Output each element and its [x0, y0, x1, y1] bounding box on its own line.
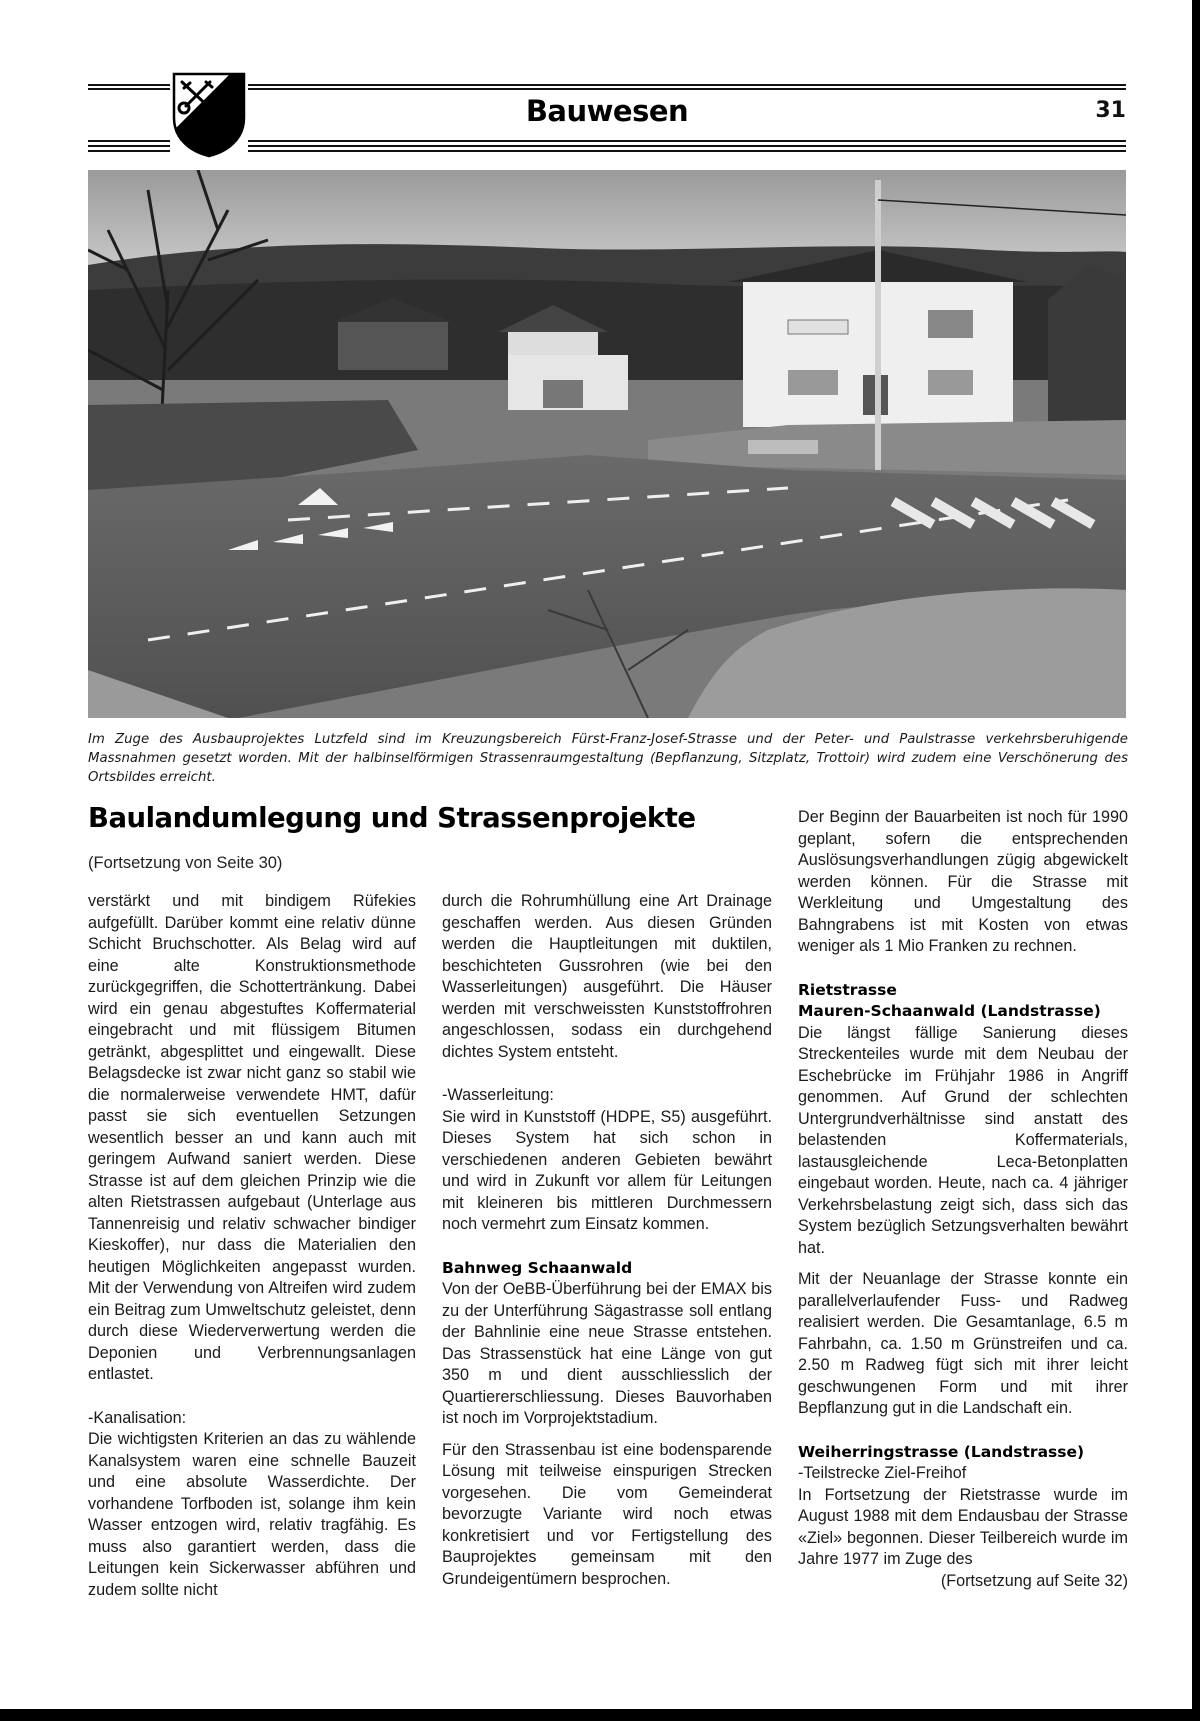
- paragraph: Die längst fällige Sanierung dieses Streckenteiles wurde mit dem Neubau der Eschebrücke im Frühjahr 1986 in Angriff genommen. Auf Grund der schlechten Untergrundverhältnisse sind anstatt des belastenden Koffermaterials, lastausgleichende Leca-Betonplatten eingebaut worden. Heute, nach ca. 4 jähriger Verkehrsbelastung zeigt sich, dass sich das System bezüglich Setzungsverhalten bewährt hat.: [798, 1023, 1128, 1257]
- paragraph: Mit der Neuanlage der Strasse konnte ein parallelverlaufender Fuss- und Radweg realisiert werden. Die Gesamtanlage, 6.5 m Fahrbahn, ca. 1.50 m Grünstreifen und ca. 2.50 m Radweg fügt sich mit ihrer leicht geschwungenen Form und mit ihrer Bepflanzung gut in die Landschaft ein.: [798, 1270, 1128, 1417]
- subsection-heading: Rietstrasse: [798, 980, 897, 999]
- subsection-label: -Teilstrecke Ziel-Freihof: [798, 1464, 967, 1482]
- text-column-1: [88, 891, 416, 1601]
- continued-note: (Fortsetzung auf Seite 32): [940, 1571, 1128, 1590]
- paragraph: In Fortsetzung der Rietstrasse wurde im August 1988 mit dem Endausbau der Strasse «Ziel» begonnen. Dieser Teilbereich wurde im Jahre 1977 im Zuge des: [798, 1485, 1128, 1568]
- photo-caption: Im Zuge des Ausbauprojektes Lutzfeld sind im Kreuzungsbereich Fürst-Franz-Josef-Strasse und der Peter- und Paulstrasse verkehrsberuhigende Massnahmen gesetzt worden. Mit der halbinselförmigen Strassenraumgestaltung (Bepflanzung, Sitzplatz, Trottoir) wird zudem eine Verschönerung des Ortsbildes erreicht.: [88, 732, 1128, 785]
- subsection-label: -Wasserleitung:: [442, 1086, 554, 1104]
- page-edge: [0, 1709, 1200, 1721]
- page-header: [88, 70, 1126, 158]
- paragraph: durch die Rohrumhüllung eine Art Drainage geschaffen werden. Aus diesen Gründen werden die Hauptleitungen mit duktilen, beschichteten Gussrohren (wie bei den Wasserleitungen) ausgeführt. Die Häuser werden mit verschweissten Kunststoffrohren angeschlossen, sodass ein durchgehend dichtes System entsteht.: [442, 892, 772, 1061]
- municipal-coat-of-arms-icon: [170, 70, 248, 158]
- page-number: 31: [1087, 98, 1126, 123]
- page-edge: [1192, 0, 1200, 1721]
- text-column-3: [798, 807, 1128, 1592]
- subsection-label: -Kanalisation:: [88, 1408, 187, 1427]
- paragraph: Der Beginn der Bauarbeiten ist noch für 1990 geplant, sofern die entsprechenden Auslösungsverhandlungen zügig abgewickelt werden können. Für die Strasse mit Werkleitung und Umgestaltung des Bahngrabens ist mit Kosten von etwas weniger als 1 Mio Franken zu rechnen.: [798, 808, 1128, 955]
- paragraph: verstärkt und mit bindigem Rüfekies aufgefüllt. Darüber kommt eine relativ dünne Schicht Bruchschotter. Als Belag wird auf eine alte Konstruktionsmethode zurückgegriffen, die Schottertränkung. Dabei wird ein genau abgestuftes Koffermaterial eingebracht und mit flüssigem Bitumen getränkt, abgesplittet und eingewallt. Diese Belagsdecke ist zwar nicht ganz so stabil wie die normalerweise verwendete HMT, dafür passt sie sich eventuellen Setzungen wesentlich besser an und kann auch mit geringem Aufwand saniert werden. Diese Strasse ist auf dem gleichen Prinzip wie die alten Rietstrassen aufgebaut (Unterlage aus Tannenreisig und relativ schwacher bindiger Kieskoffer), nur dass die Materialien den heutigen Möglichkeiten angepasst wurden. Mit der Verwendung von Altreifen wird zudem ein Beitrag zum Umweltschutz geleistet, denn durch diese Wiederverwertung werden die Deponien und Verbrennungsanlagen entlastet.: [88, 892, 416, 1383]
- section-title: Bauwesen: [507, 94, 707, 128]
- paragraph: Von der OeBB-Überführung bei der EMAX bis zu der Unterführung Sägastrasse soll entlang der Bahnlinie eine neue Strasse entstehen. Das Strassenstück hat eine Länge von gut 350 m und dient ausschliesslich der Quartiererschliessung. Dieses Bauvorhaben ist noch im Vorprojektstadium.: [442, 1280, 772, 1427]
- subsection-heading: Mauren-Schaanwald (Landstrasse): [798, 1002, 1101, 1020]
- text-column-2: [442, 891, 772, 1590]
- continuation-note: (Fortsetzung von Seite 30): [88, 854, 283, 872]
- paragraph: Für den Strassenbau ist eine bodensparende Lösung mit teilweise einspurigen Strecken vorgesehen. Die vom Gemeinderat bevorzugte Variante wird noch etwas konkretisiert und vor Fertigstellung des Bauprojektes gemeinsam mit den Grundeigentümern besprochen.: [442, 1440, 772, 1588]
- paragraph: Sie wird in Kunststoff (HDPE, S5) ausgeführt. Dieses System hat sich schon in verschiedenen anderen Gebieten bewährt und wird in Zukunft vor allem für Leitungen mit kleineren bis mittleren Durchmessern noch vermehrt zum Einsatz kommen.: [442, 1107, 772, 1233]
- article-title: Baulandumlegung und Strassenprojekte: [88, 802, 696, 834]
- street-photo: [88, 170, 1126, 718]
- subsection-heading: Bahnweg Schaanwald: [442, 1258, 633, 1277]
- paragraph: Die wichtigsten Kriterien an das zu wählende Kanalsystem waren eine schnelle Bauzeit und eine absolute Wasserdichte. Der vorhandene Torfboden ist, solange ihm kein Wasser entzogen wird, relativ tragfähig. Es muss also garantiert werden, dass die Leitungen kein Sickerwasser abführen und zudem sollte nicht: [88, 1430, 416, 1599]
- subsection-heading: Weiherringstrasse (Landstrasse): [798, 1442, 1085, 1461]
